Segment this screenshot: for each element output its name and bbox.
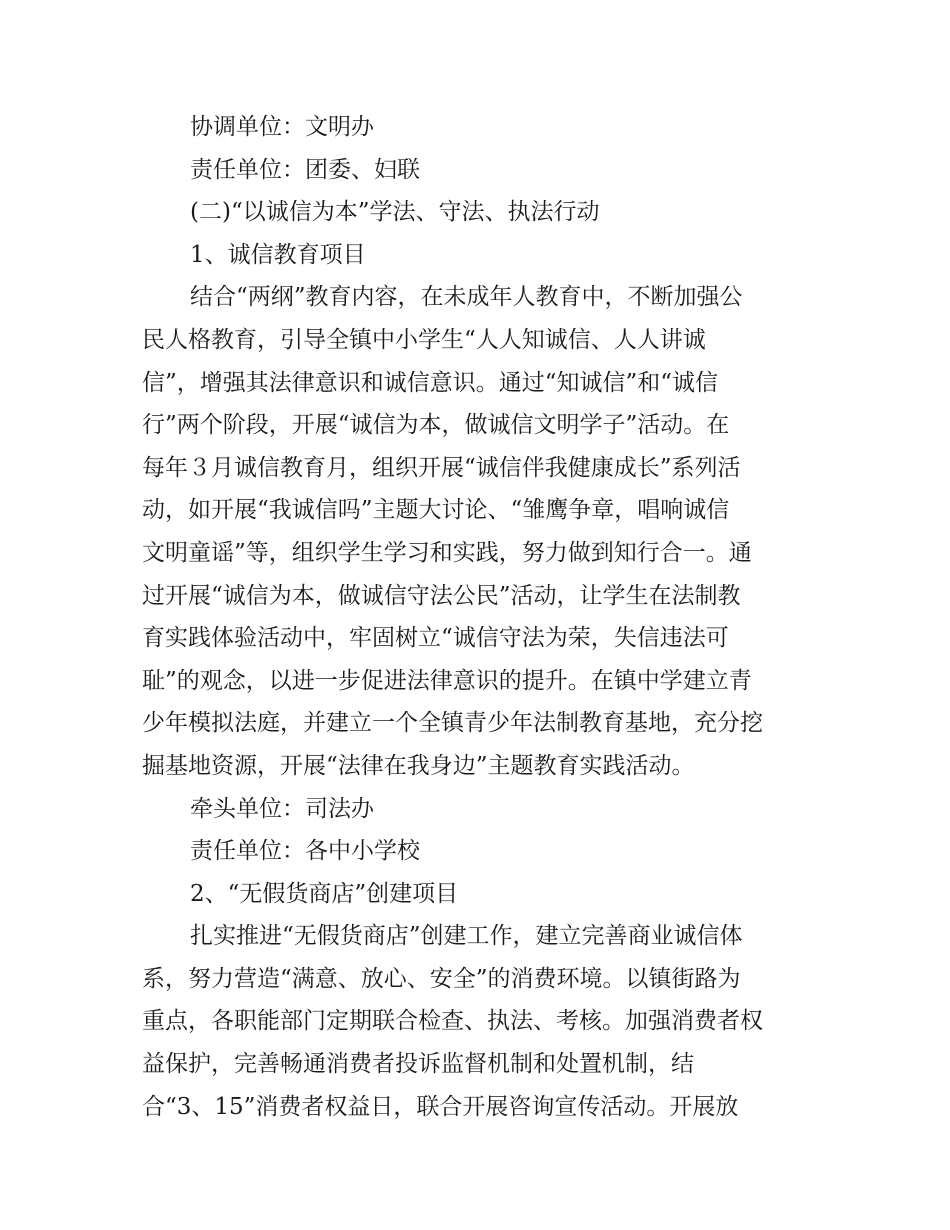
paragraph-line: 每年３月诚信教育月，组织开展“诚信伴我健康成长”系列活 <box>142 454 741 481</box>
section-heading: (二)“以诚信为本”学法、守法、执法行动 <box>190 199 600 226</box>
paragraph-line: 系，努力营造“满意、放心、安全”的消费环境。以镇街路为 <box>142 965 741 992</box>
lead-unit-line: 牵头单位：司法办 <box>190 795 374 822</box>
paragraph-line: 民人格教育，引导全镇中小学生“人人知诚信、人人讲诚 <box>142 326 706 353</box>
paragraph-line: 行”两个阶段，开展“诚信为本，做诚信文明学子”活动。在 <box>142 412 730 439</box>
subsection-heading: 2、“无假货商店”创建项目 <box>190 880 459 907</box>
paragraph-line: 重点，各职能部门定期联合检查、执法、考核。加强消费者权 <box>142 1008 763 1035</box>
paragraph-line: 信”，增强其法律意识和诚信意识。通过“知诚信”和“诚信 <box>142 369 719 396</box>
paragraph-line: 扎实推进“无假货商店”创建工作，建立完善商业诚信体 <box>190 923 743 950</box>
paragraph-line: 合“3、15”消费者权益日，联合开展咨询宣传活动。开展放 <box>142 1093 739 1120</box>
paragraph-line: 文明童谣”等，组织学生学习和实践，努力做到知行合一。通 <box>142 539 752 566</box>
paragraph-line: 少年模拟法庭，并建立一个全镇青少年法制教育基地，充分挖 <box>142 710 763 737</box>
paragraph-line: 动，如开展“我诚信吗”主题大讨论、“雏鹰争章，唱响诚信 <box>142 497 730 524</box>
subsection-heading: 1、诚信教育项目 <box>190 241 366 268</box>
paragraph-line: 益保护，完善畅通消费者投诉监督机制和处置机制，结 <box>142 1051 694 1078</box>
responsible-unit-line: 责任单位：各中小学校 <box>190 838 420 865</box>
paragraph-line: 结合“两纲”教育内容，在未成年人教育中，不断加强公 <box>190 284 743 311</box>
paragraph-line: 过开展“诚信为本，做诚信守法公民”活动，让学生在法制教 <box>142 582 741 609</box>
paragraph-line: 耻”的观念，以进一步促进法律意识的提升。在镇中学建立青 <box>142 667 752 694</box>
responsible-unit-line: 责任单位：团委、妇联 <box>190 156 420 183</box>
document-body <box>142 106 814 1128</box>
paragraph-line: 育实践体验活动中，牢固树立“诚信守法为荣，失信违法可 <box>142 625 729 652</box>
paragraph-line: 掘基地资源，开展“法律在我身边”主题教育实践活动。 <box>142 752 695 779</box>
coordinating-unit-line: 协调单位：文明办 <box>190 114 374 140</box>
